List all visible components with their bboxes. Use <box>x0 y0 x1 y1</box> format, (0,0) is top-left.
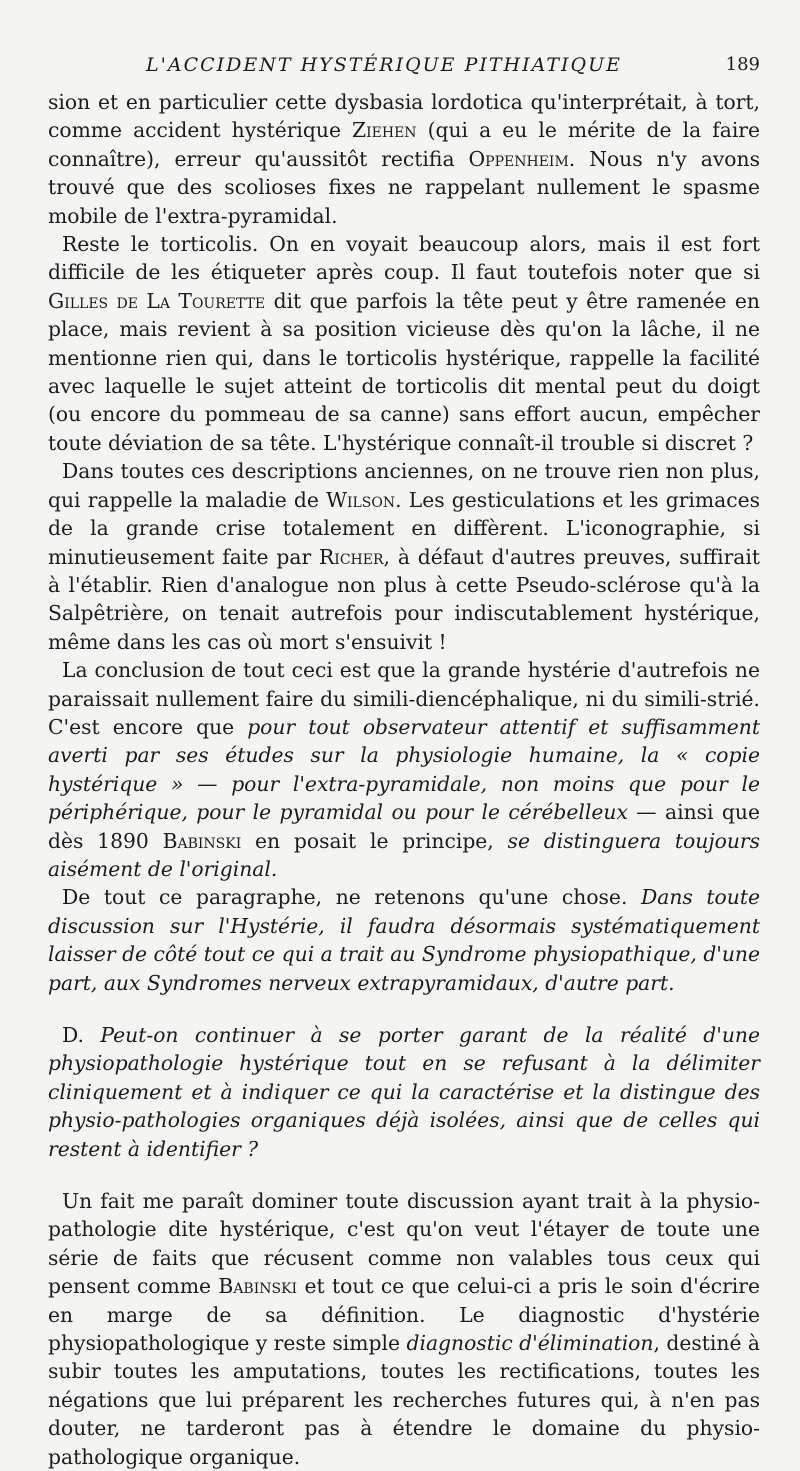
text: Reste le torticolis. On en voyait beaucoup alors, mais il est fort difficile de les étiqueter après coup. Il faut toutefois noter que si <box>48 232 760 285</box>
text: (qui a eu le mérite de la faire connaître), erreur qu'aussitôt rectifia <box>48 118 760 171</box>
running-header <box>48 54 760 82</box>
text: — ainsi que dès 1890 <box>48 800 760 853</box>
text: , à défaut d'autres preuves, suffirait à l'établir. Rien d'analogue non plus à cette Pseudo-sclérose qu'à la Salpêtrière, on tenait autrefois pour indiscutablement hystérique, même dans les cas où mort s'ensuivit ! <box>48 544 760 654</box>
text: et tout ce que celui-ci a pris le soin d'écrire en marge de sa définition. Le diagnostic d'hystérie physiopathologique y reste simple <box>48 1274 760 1356</box>
paragraph-3 <box>48 457 760 656</box>
italic-text: pour tout observateur attentif et suffisamment averti par ses études sur la physiologie humaine, la « copie hystérique » — pour l'extra-pyramidale, non moins que pour le périphérique, pour le pyramidal ou pour le cérébelleux <box>48 714 760 825</box>
italic-text: Dans toute discussion sur l'Hystérie, il faudra désormais systématiquement laisser de côté tout ce qui a trait au Syndrome physiopathique, d'une part, aux Syndromes nerveux extrapyramidaux, d'autre part. <box>48 885 760 995</box>
page-number: 189 <box>725 54 760 75</box>
author-name: Gilles de La Tourette <box>48 288 266 313</box>
text: , destiné à subir toutes les amputations, toutes les rectifications, toutes les négations que lui préparent les recherches futures qui, à n'en pas douter, ne tarderont pas à étendre le domaine du physio-pathologique organique. <box>48 1331 761 1469</box>
italic-text: Peut-on continuer à se porter garant de la réalité d'une physiopathologie hystérique tout en se refusant à la délimiter cliniquement et à indiquer ce qui la caractérise et la distingue des physio-pathologies organiques déjà isolées, ainsi que de celles qui restent à identifier ? <box>48 1023 760 1161</box>
author-name: Richer <box>319 544 384 569</box>
paragraph-2 <box>48 230 760 457</box>
section-label: D. <box>62 1023 84 1047</box>
paragraph-1 <box>48 88 760 230</box>
running-title: L'ACCIDENT HYSTÉRIQUE PITHIATIQUE <box>146 54 622 76</box>
text: . Nous n'y avons trouvé que des scolioses fixes ne rappelant nullement le spasme mobile de l'extra-pyramidal. <box>48 146 760 228</box>
section-d-question <box>48 1021 760 1163</box>
italic-text: diagnostic d'élimination <box>406 1331 654 1356</box>
paragraph-4 <box>48 656 760 883</box>
author-name: Oppenheim <box>468 146 569 171</box>
author-name: Babinski <box>162 828 242 853</box>
text: . Les gesticulations et les grimaces de la grande crise totalement en diffèrent. L'iconographie, si minutieusement faite par <box>48 487 760 569</box>
paragraph-5 <box>48 883 760 997</box>
author-name: Wilson <box>326 487 396 512</box>
text: Dans toutes ces descriptions anciennes, on ne trouve rien non plus, qui rappelle la maladie de <box>48 459 760 512</box>
paragraph-7 <box>48 1187 760 1471</box>
text: en posait le principe, <box>241 828 508 853</box>
author-name: Babinski <box>218 1274 298 1299</box>
italic-text: se distinguera toujours aisément de l'original. <box>48 828 760 881</box>
text: La conclusion de tout ceci est que la grande hystérie d'autrefois ne paraissait nullement faire du simili-diencéphalique, ni du simili-strié. C'est encore que <box>48 658 760 739</box>
author-name: Ziehen <box>352 118 417 143</box>
text: dit que parfois la tête peut y être ramenée en place, mais revient à sa position vicieuse dès qu'on la lâche, il ne mentionne rien qui, dans le torticolis hystérique, rappelle la facilité avec laquelle le sujet atteint de torticolis dit mental peut du doigt (ou encore du pommeau de sa canne) sans effort aucun, empêcher toute déviation de sa tête. L'hystérique connaît-il trouble si discret ? <box>48 288 760 455</box>
page-body <box>48 88 760 1471</box>
text: De tout ce paragraphe, ne retenons qu'une chose. <box>62 885 641 910</box>
text: Un fait me paraît dominer toute discussion ayant trait à la physio-pathologie dite hystérique, c'est qu'on veut l'étayer de toute une série de faits que récusent comme non valables tous ceux qui pensent comme <box>48 1189 760 1299</box>
text: sion et en particulier cette dysbasia lordotica qu'interprétait, à tort, comme accident hystérique <box>48 90 760 143</box>
